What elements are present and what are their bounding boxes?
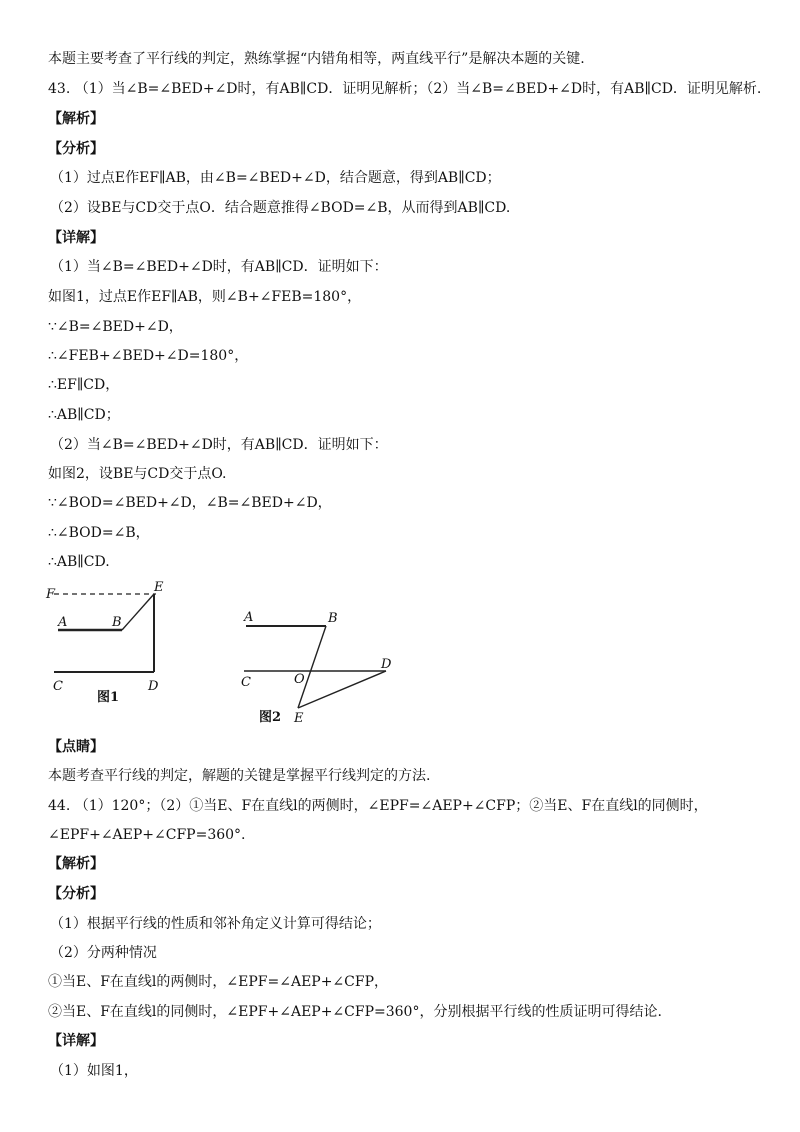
section-header-fenxi: 【分析】	[48, 886, 104, 902]
section-header-jiexi: 【解析】	[48, 111, 104, 127]
text-line: （1）当∠B=∠BED+∠D时，有AB∥CD．证明如下：	[50, 259, 388, 275]
text-line: （1）过点E作EF∥AB，由∠B=∠BED+∠D，结合题意，得到AB∥CD；	[50, 170, 501, 186]
text-line: ∴∠FEB+∠BED+∠D=180°，	[48, 348, 249, 364]
figure-2	[236, 606, 406, 736]
label-e: E	[154, 580, 164, 595]
text-line: ②当E、F在直线l的同侧时，∠EPF+∠AEP+∠CFP=360°，分别根据平行线的性质证明可得结论.	[48, 1004, 662, 1020]
text-line: （2）设BE与CD交于点O．结合题意推得∠BOD=∠B，从而得到AB∥CD.	[50, 200, 511, 216]
answer-44-line: 44. （1）120°；（2）①当E、F在直线l的两侧时，∠EPF=∠AEP+∠CFP；②当E、F在直线l的同侧时，	[48, 798, 708, 814]
label-b: B	[112, 615, 122, 630]
label-a: A	[58, 615, 68, 630]
section-header-xiangjie: 【详解】	[48, 230, 104, 246]
text-line: （1）如图1，	[50, 1063, 138, 1079]
segment-be	[122, 594, 154, 630]
label-c: C	[241, 675, 251, 690]
text-line: ∴∠BOD=∠B，	[48, 525, 150, 541]
label-o: O	[294, 672, 305, 687]
figure-1-caption: 图1	[97, 690, 120, 705]
segment-be	[298, 626, 326, 708]
text-line: ∴AB∥CD.	[48, 554, 110, 570]
figure-1	[44, 580, 184, 710]
text-line: ∴AB∥CD；	[48, 407, 120, 423]
section-header-xiangjie: 【详解】	[48, 1033, 104, 1049]
section-header-dianjing: 【点睛】	[48, 739, 104, 755]
text-line: 如图1，过点E作EF∥AB，则∠B+∠FEB=180°，	[48, 289, 362, 305]
label-b: B	[328, 611, 338, 626]
label-d: D	[381, 657, 392, 672]
section-header-fenxi: 【分析】	[48, 141, 104, 157]
label-c: C	[53, 679, 63, 694]
segment-ed	[298, 671, 386, 708]
text-line: ∵∠BOD=∠BED+∠D，∠B=∠BED+∠D，	[48, 495, 332, 511]
text-line: ∴EF∥CD，	[48, 377, 120, 393]
text-line: （2）当∠B=∠BED+∠D时，有AB∥CD．证明如下：	[50, 437, 388, 453]
section-header-jiexi: 【解析】	[48, 856, 104, 872]
text-line: （2）分两种情况	[50, 945, 157, 961]
label-d: D	[148, 679, 159, 694]
text-line: ①当E、F在直线l的两侧时，∠EPF=∠AEP+∠CFP，	[48, 974, 389, 990]
label-a: A	[244, 610, 254, 625]
text-line: 如图2，设BE与CD交于点O.	[48, 466, 227, 482]
text-line: 本题主要考查了平行线的判定，熟练掌握“内错角相等，两直线平行”是解决本题的关键.	[48, 51, 585, 67]
label-e: E	[294, 711, 304, 726]
text-line: （1）根据平行线的性质和邻补角定义计算可得结论；	[50, 916, 381, 932]
text-line: ∵∠B=∠BED+∠D，	[48, 319, 183, 335]
text-line: ∠EPF+∠AEP+∠CFP=360°.	[48, 827, 246, 843]
text-line: 本题考查平行线的判定，解题的关键是掌握平行线判定的方法.	[48, 768, 431, 784]
figure-2-caption: 图2	[259, 710, 282, 725]
answer-43-line: 43. （1）当∠B=∠BED+∠D时，有AB∥CD．证明见解析；（2）当∠B=∠BED+∠D时，有AB∥CD．证明见解析.	[48, 81, 762, 97]
label-f: F	[46, 587, 56, 602]
